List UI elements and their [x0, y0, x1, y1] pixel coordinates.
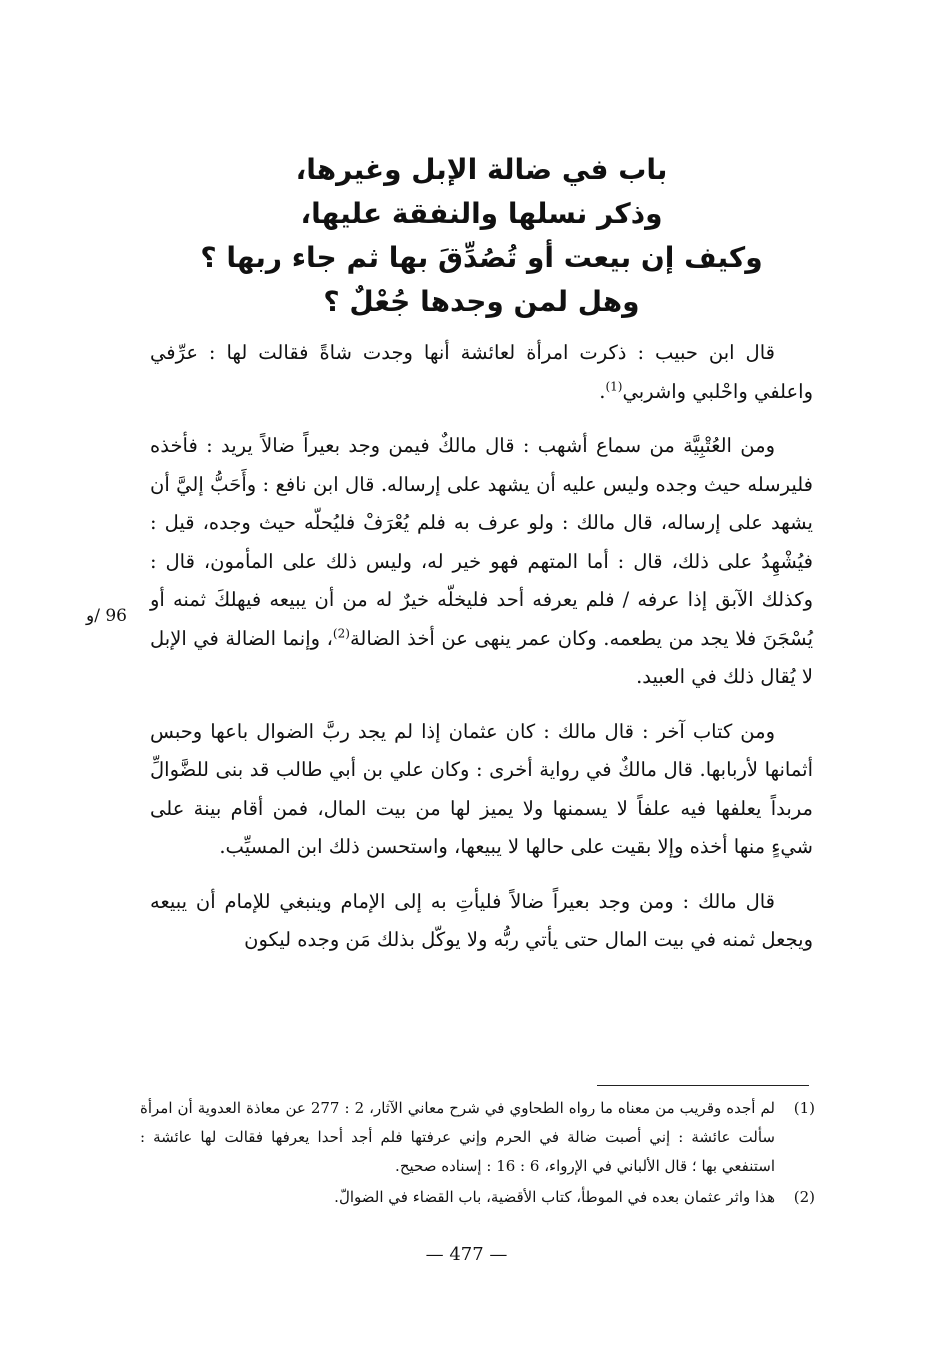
page-number: — 477 —	[425, 1244, 508, 1265]
title-line: وكيف إن بيعت أو تُصُدِّقَ بها ثم جاء ربها ؟	[200, 241, 763, 274]
footnote-divider	[597, 1085, 809, 1086]
main-text	[150, 334, 813, 976]
chapter-title	[150, 148, 813, 324]
paragraph-text: ومن العُتْبِيَّة من سماع أشهب : قال مالكٌ فيمن وجد بعيراً ضالاً يريد : فأخذه فليرسله حيث وجده وليس عليه أن يشهد على إرساله. قال ابن نافع : وأَحَبُّ إليَّ أن يشهد على إرساله، قال مالك : ولو عرف به فلم يُعْرَفْ فليُحلّه حيث وجده، قيل : فيُشْهِدُ على ذلك، قال : أما المتهم فهو خير له، وليس ذلك على المأمون، قال : وكذلك الآبق إذا عرفه / فلم يعرفه أحد فليخلّه خيرٌ له من أن يبيعه فيهلكَ ثمنه أو يُسْجَنَ فلا يجد من يطعمه. وكان عمر ينهى عن أخذ الضالة	[150, 434, 813, 650]
paragraph	[150, 334, 813, 411]
footnote-ref[interactable]: (1)	[605, 379, 623, 393]
footnote	[140, 1094, 815, 1181]
paragraph-text: قال ابن حبيب : ذكرت امرأة لعائشة أنها وجدت شاةً فقالت لها : عرِّفي واعلفي واحْلبي واشربي	[150, 341, 813, 403]
title-line: وهل لمن وجدها جُعْلٌ ؟	[323, 285, 640, 318]
paragraph	[150, 883, 813, 960]
footnote-text: هذا واثر عثمان بعده في الموطأ، كتاب الأقضية، باب القضاء في الضوالّ.	[334, 1188, 775, 1206]
paragraph-tail: ، وإنما الضالة في الإبل لا يُقال ذلك في العبيد.	[150, 626, 813, 688]
footnote-number: (2)	[793, 1188, 815, 1206]
footnote-ref[interactable]: (2)	[332, 626, 350, 640]
paragraph	[150, 427, 813, 697]
title-line: باب في ضالة الإبل وغيرها،	[295, 153, 668, 186]
footnote	[140, 1183, 815, 1212]
title-line: وذكر نسلها والنفقة عليها،	[300, 197, 663, 230]
folio-marginal-note: 96 /و	[86, 606, 127, 626]
footnote-text: لم أجده وقريب من معناه ما رواه الطحاوي في شرح معاني الآثار، 2 : 277 عن معاذة العدوية أن امرأة سألت عائشة : إني أصبت ضالة في الحرم وإني عرفتها فلم أجد أحدا يعرفها فقالت لها عائشة : استنفعي بها ؛ قال الألباني في الإرواء، 6 : 16 : إسناده صحيح.	[140, 1099, 776, 1175]
paragraph	[150, 713, 813, 867]
paragraph-text: قال مالك : ومن وجد بعيراً ضالاً فليأتِ به إلى الإمام وينبغي للإمام أن يبيعه ويجعل ثمنه في بيت المال حتى يأتي ربُّه ولا يوكّل بذلك مَن وجده ليكون	[150, 889, 813, 951]
footnotes	[140, 1094, 815, 1214]
footnote-number: (1)	[793, 1099, 815, 1117]
paragraph-text: ومن كتاب آخر : قال مالك : كان عثمان إذا لم يجد ربَّ الضوال باعها وحبس أثمانها لأربابها. قال مالكٌ في رواية أخرى : وكان علي بن أبي طالب قد بنى للضَّوالِّ مربداً يعلفها فيه علفاً لا يسمنها ولا يميز لها من بيت المال، فمن أقام بينة على شيءٍ منها أخذه وإلا بقيت على حالها لا يبيعها، واستحسن ذلك ابن المسيِّب.	[150, 719, 813, 858]
paragraph-tail: .	[599, 379, 606, 403]
